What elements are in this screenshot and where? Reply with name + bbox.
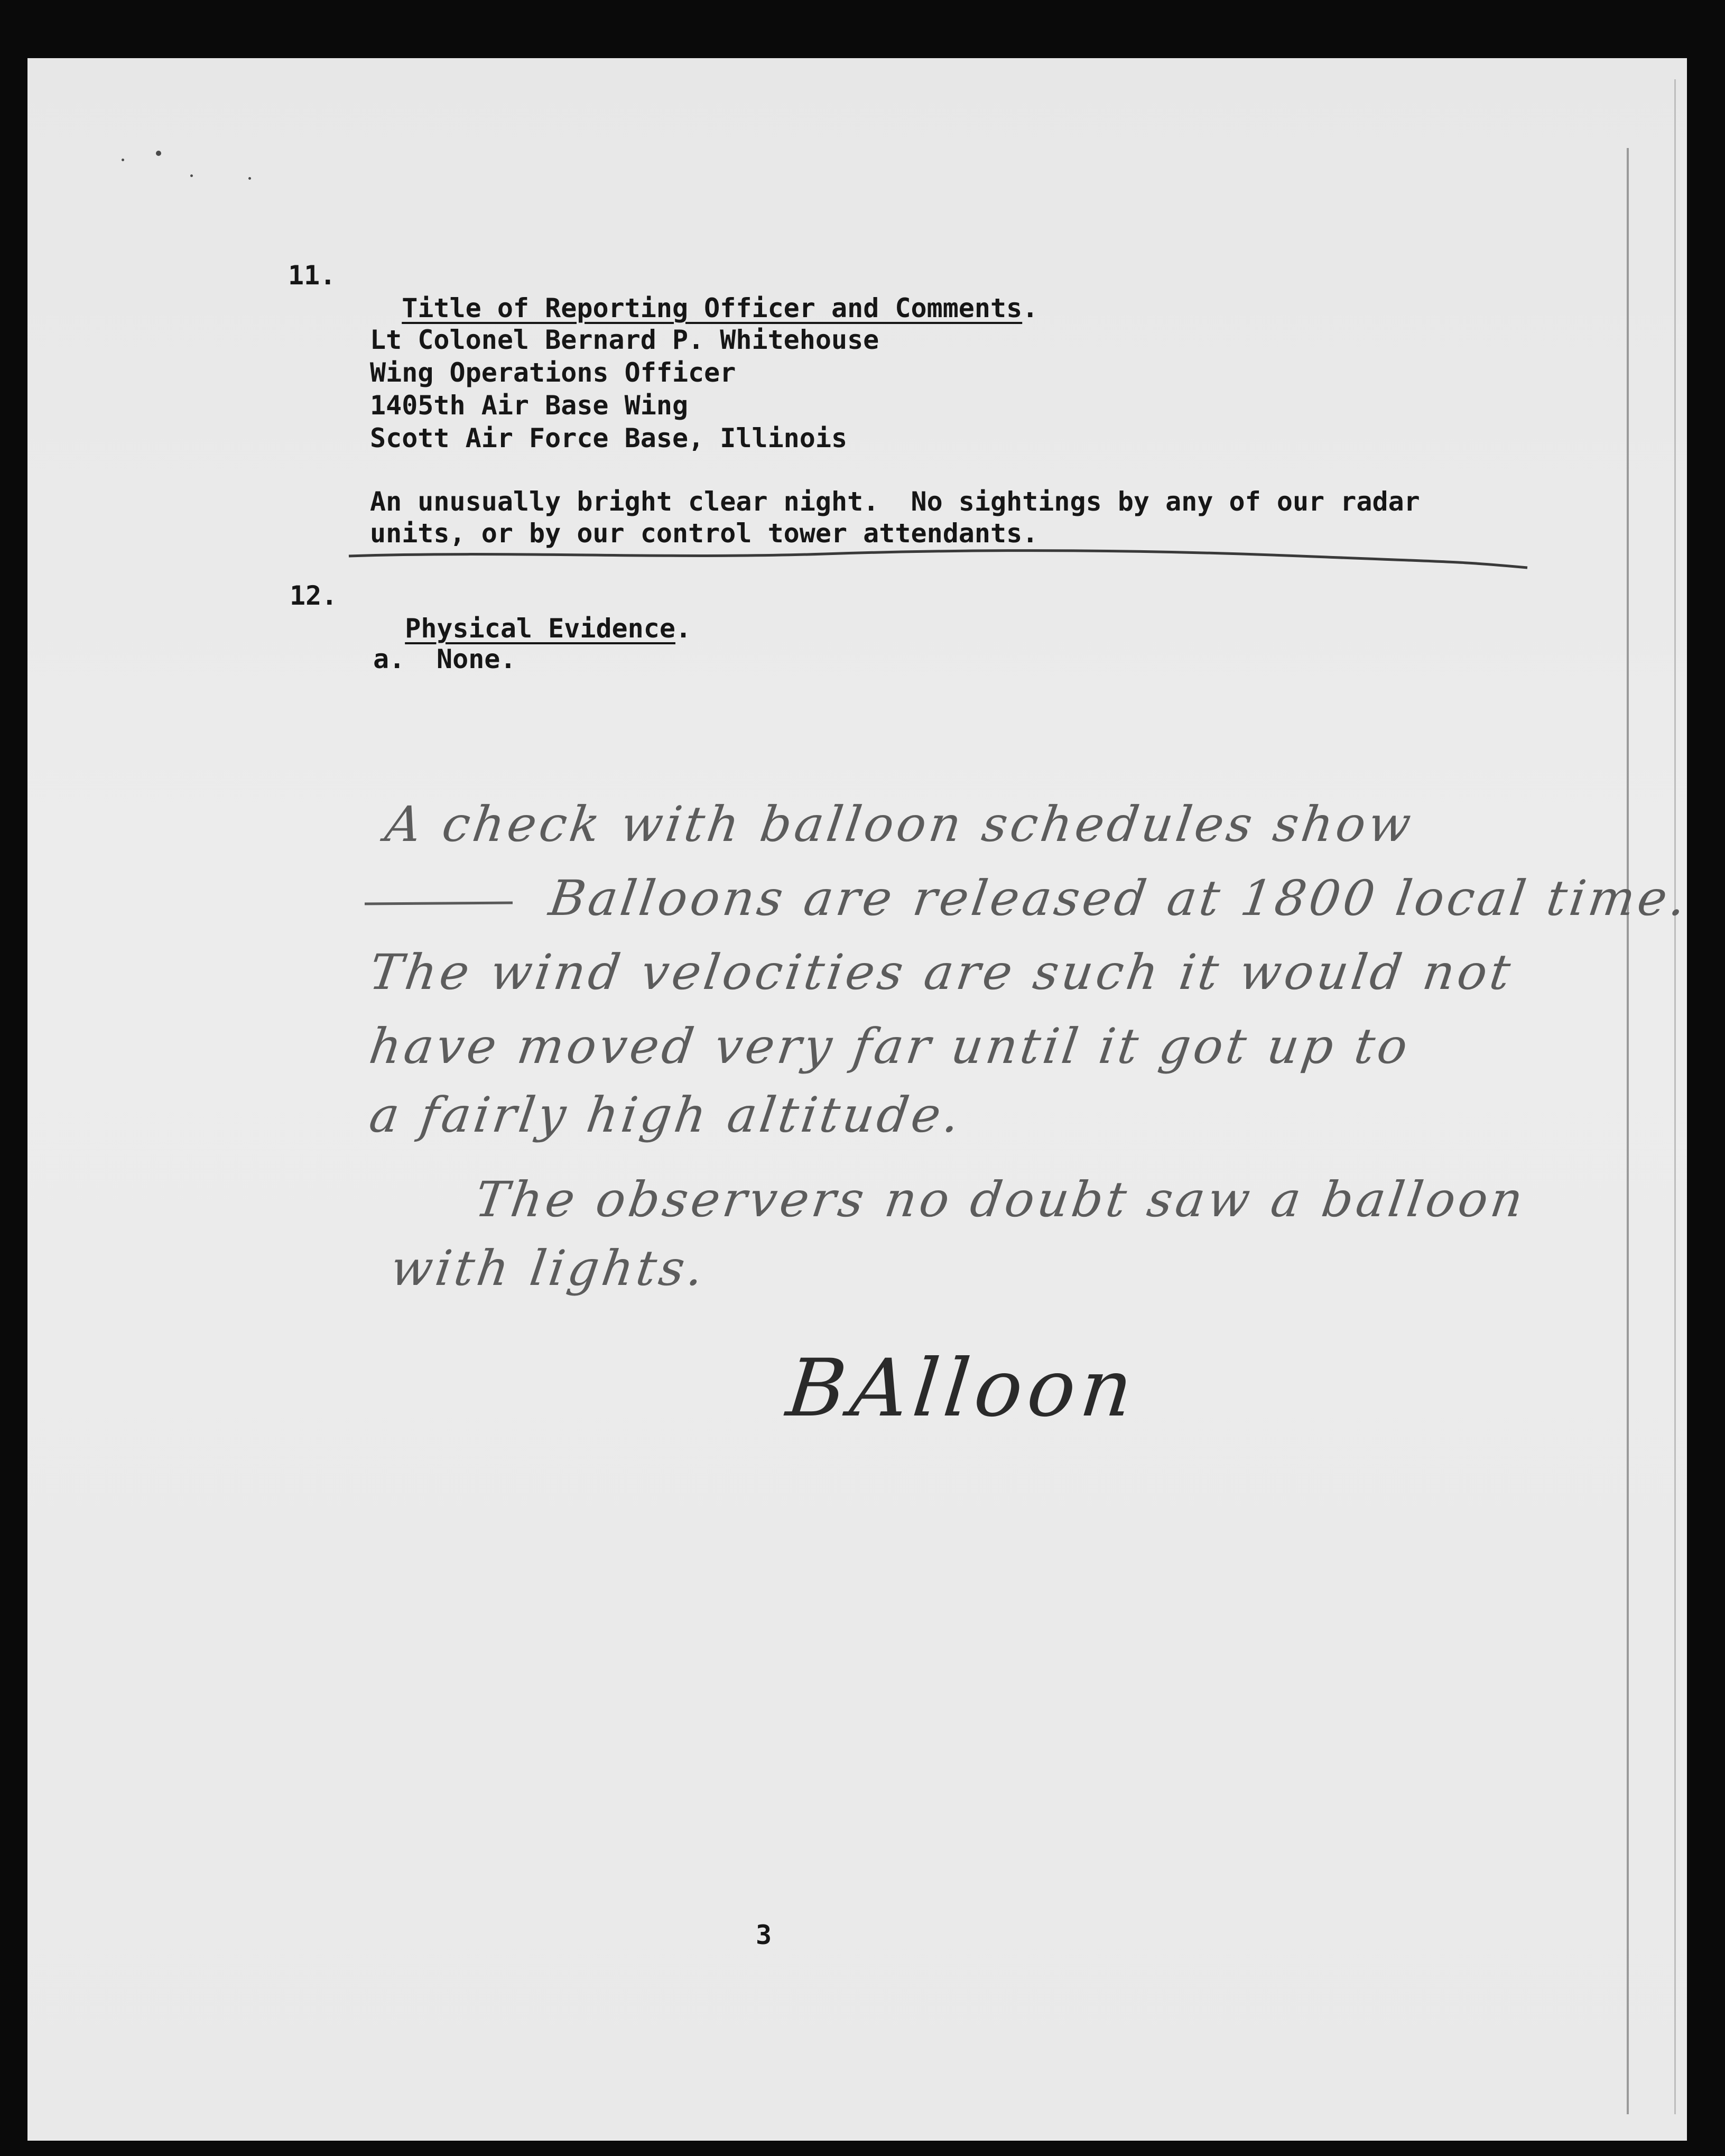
handwritten-line-6: The observers no doubt saw a balloon bbox=[471, 1171, 1529, 1228]
officer-position: Wing Operations Officer bbox=[370, 357, 736, 388]
evidence-item-text: None. bbox=[437, 644, 516, 674]
scan-speck bbox=[190, 174, 193, 177]
section-12-number: 12. bbox=[290, 580, 338, 611]
page-edge-line bbox=[1627, 148, 1629, 2114]
handwritten-line-7: with lights. bbox=[387, 1240, 710, 1297]
officer-base: Scott Air Force Base, Illinois bbox=[370, 423, 848, 454]
handwritten-strikethrough bbox=[365, 899, 513, 909]
comment-line-2: units, or by our control tower attendants. bbox=[370, 518, 1038, 549]
officer-unit: 1405th Air Base Wing bbox=[370, 390, 689, 421]
scan-speck bbox=[122, 159, 124, 161]
balloon-conclusion-mark: BAlloon bbox=[782, 1343, 1142, 1435]
section-12-heading bbox=[373, 579, 691, 645]
hand-drawn-divider bbox=[349, 545, 1527, 567]
handwritten-line-5: a fairly high altitude. bbox=[366, 1087, 967, 1143]
page-number: 3 bbox=[756, 1920, 772, 1950]
handwritten-line-2: Balloons are released at 1800 local time. bbox=[545, 870, 1693, 927]
comment-line-1: An unusually bright clear night. No sightings by any of our radar bbox=[370, 486, 1420, 517]
section-11-title: Title of Reporting Officer and Comments bbox=[402, 293, 1023, 323]
section-11-title-punct: . bbox=[1022, 293, 1038, 323]
page-edge-line-outer bbox=[1674, 79, 1676, 2114]
scan-speck bbox=[156, 151, 161, 156]
officer-name: Lt Colonel Bernard P. Whitehouse bbox=[370, 325, 879, 355]
scan-speck bbox=[248, 177, 251, 180]
handwritten-line-1: A check with balloon schedules show bbox=[382, 796, 1418, 853]
evidence-item-label: a. bbox=[373, 644, 405, 674]
handwritten-line-3: The wind velocities are such it would not bbox=[366, 944, 1517, 1001]
handwritten-line-4: have moved very far until it got up to bbox=[366, 1018, 1414, 1075]
section-11-number: 11. bbox=[288, 260, 336, 291]
section-11-heading bbox=[370, 259, 1038, 325]
section-12-title-punct: . bbox=[675, 613, 692, 644]
section-12-title: Physical Evidence bbox=[405, 613, 675, 644]
